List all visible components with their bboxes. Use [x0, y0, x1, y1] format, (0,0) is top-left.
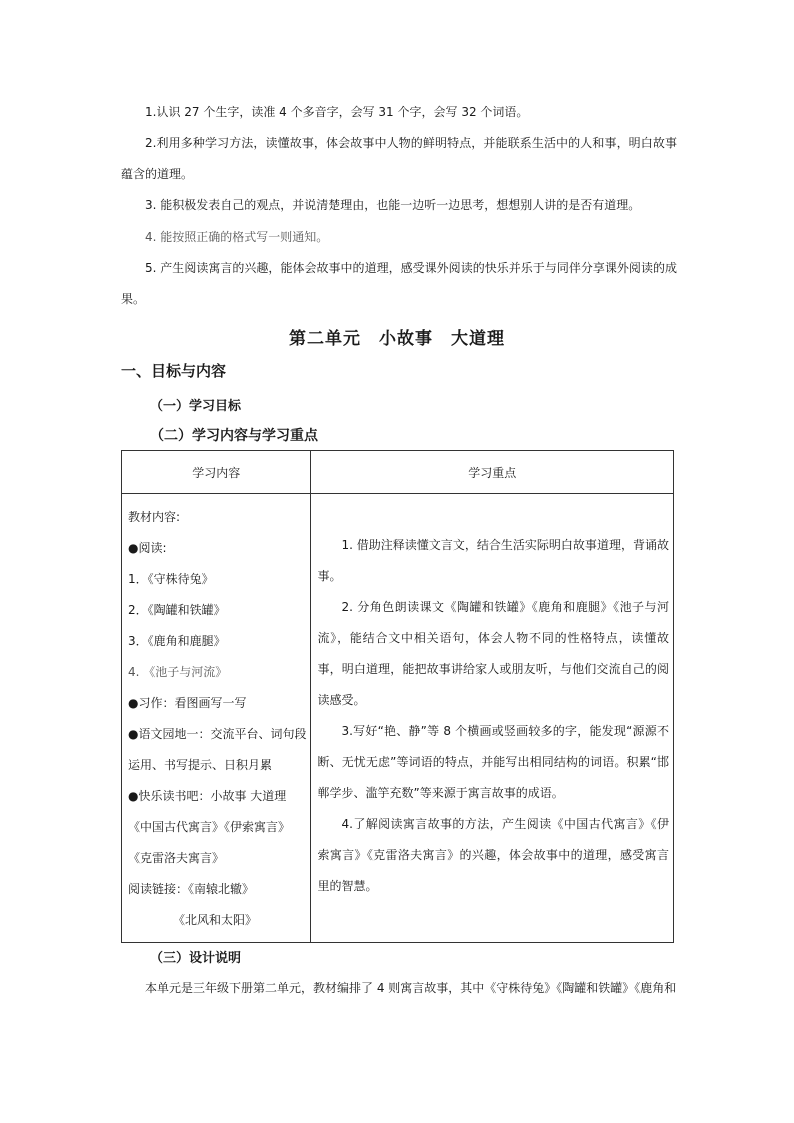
content-line: 1．《守株待兔》: [128, 572, 214, 586]
learning-content-cell: [122, 494, 311, 943]
focus-item-1: 1. 借助注释读懂文言文，结合生活实际明白故事道理，背诵故事。: [317, 538, 669, 583]
content-line: ●阅读:: [128, 541, 167, 555]
content-line: 阅读链接：《南辕北辙》: [128, 882, 255, 896]
objective-4: 4. 能按照正确的格式写一则通知。: [145, 230, 329, 244]
content-line: ●快乐读书吧：小故事 大道理: [128, 789, 287, 803]
content-focus-table: [121, 450, 674, 943]
focus-item-4: 4.了解阅读寓言故事的方法，产生阅读《中国古代寓言》《伊索寓言》《克雷洛夫寓言》的兴趣，体会故事中的道理，感受寓言里的智慧。: [317, 817, 669, 893]
section-heading-goals: 一、目标与内容: [121, 362, 227, 380]
table-row: [122, 494, 674, 943]
content-line: 《克雷洛夫寓言》: [128, 851, 225, 865]
learning-focus-cell: [311, 494, 674, 943]
content-line: ●习作：看图画写一写: [128, 696, 247, 710]
header-learning-focus: 学习重点: [311, 451, 674, 494]
content-line: 3．《鹿角和鹿腿》: [128, 634, 226, 648]
header-learning-content: 学习内容: [122, 451, 311, 494]
content-line: 4. 《池子与河流》: [128, 665, 228, 679]
unit-title: 第二单元 小故事 大道理: [289, 329, 505, 349]
content-line: 2．《陶罐和铁罐》: [128, 603, 226, 617]
table-header-row: [122, 451, 674, 494]
content-line: 《中国古代寓言》《伊索寓言》: [128, 820, 291, 834]
objective-3: 3. 能积极发表自己的观点，并说清楚理由，也能一边听一边思考，想想别人讲的是否有道理。: [145, 198, 641, 212]
content-line: 《北风和太阳》: [173, 913, 258, 927]
content-line: 教材内容:: [128, 510, 181, 524]
objective-5: 5. 产生阅读寓言的兴趣，能体会故事中的道理，感受课外阅读的快乐并乐于与同伴分享课外阅读的成果。: [121, 261, 677, 306]
subheading-content-focus: （二）学习内容与学习重点: [150, 428, 318, 444]
subheading-learning-goals: （一）学习目标: [150, 399, 242, 414]
subheading-design-notes: （三）设计说明: [150, 951, 242, 966]
objective-1: 1.认识 27 个生字，读准 4 个多音字，会写 31 个字，会写 32 个词语。: [145, 105, 529, 119]
content-line: 运用、书写提示、日积月累: [128, 758, 273, 772]
focus-item-2: 2. 分角色朗读课文《陶罐和铁罐》《鹿角和鹿腿》《池子与河流》，能结合文中相关语句，体会人物不同的性格特点，读懂故事，明白道理，能把故事讲给家人或朋友听，与他们交流自己的阅读感受。: [317, 600, 669, 707]
objective-2: 2.利用多种学习方法，读懂故事，体会故事中人物的鲜明特点，并能联系生活中的人和事，明白故事蕴含的道理。: [121, 136, 677, 181]
design-paragraph: 本单元是三年级下册第二单元，教材编排了 4 则寓言故事，其中《守株待兔》《陶罐和铁罐》《鹿角和: [145, 981, 677, 995]
focus-item-3: 3.写好“艳、静”等 8 个横画或竖画较多的字，能发现“源源不断、无忧无虑”等词语的特点，并能写出相同结构的词语。积累“邯郸学步、滥竽充数”等来源于寓言故事的成语。: [317, 724, 669, 800]
content-line: ●语文园地一：交流平台、词句段: [128, 727, 307, 741]
